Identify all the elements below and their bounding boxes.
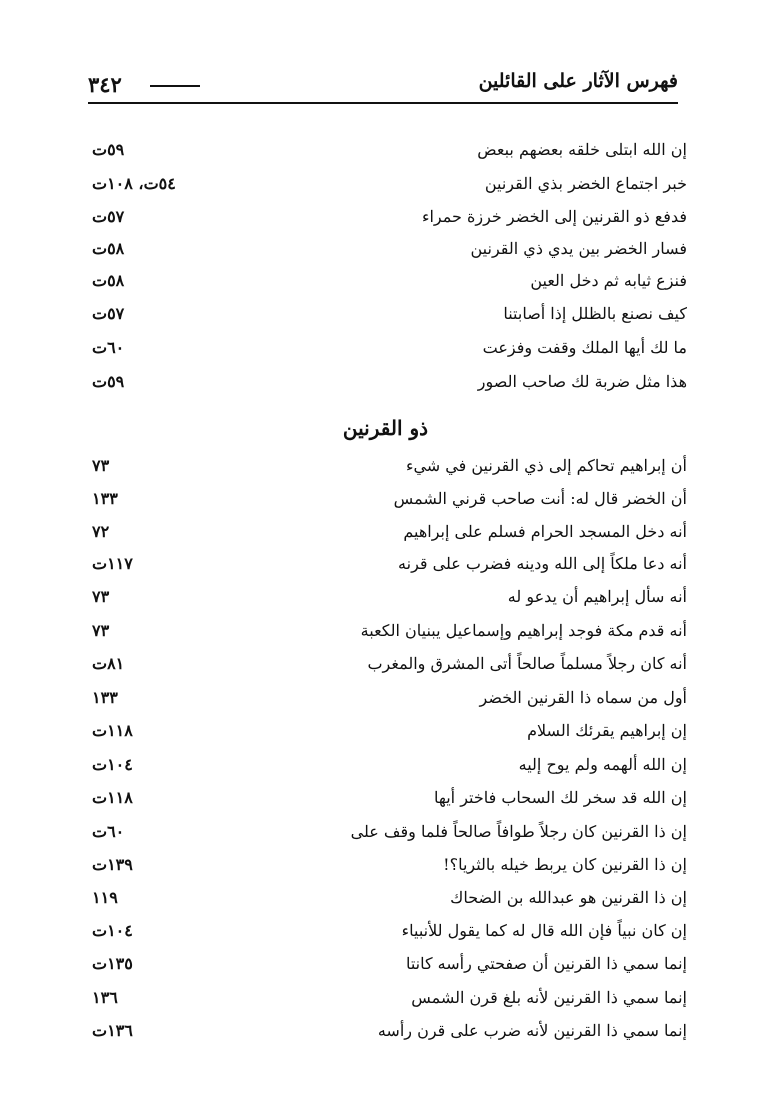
page-header [88,68,678,104]
entry-page-ref: ١١٨ت [92,721,133,740]
index-entry [92,984,687,1014]
entry-page-ref: ٥٤ت، ١٠٨ت [92,174,176,193]
index-entry [92,518,687,548]
entry-text: إن كان نبياً فإن الله قال له كما يقول للأنبياء [401,921,687,940]
index-entry [92,368,687,398]
entry-text: خبر اجتماع الخضر بذي القرنين [484,174,687,193]
index-entry [92,717,687,747]
entry-page-ref: ١١٩ [92,888,118,907]
entry-text: فسار الخضر بين يدي ذي القرنين [470,239,687,258]
entry-page-ref: ٥٧ت [92,207,125,226]
index-entry [92,851,687,881]
entry-page-ref: ٦٠ت [92,338,125,357]
entry-page-ref: ١٠٤ت [92,755,133,774]
entry-text: إن الله قد سخر لك السحاب فاختر أيها [433,788,687,807]
running-title: فهرس الآثار على القائلين [478,70,678,92]
index-entry [92,784,687,814]
index-entry [92,617,687,647]
index-entry [92,583,687,613]
index-entry [92,300,687,330]
entry-page-ref: ٧٣ [92,456,110,475]
entry-page-ref: ١٣٩ت [92,855,133,874]
entry-text: أن إبراهيم تحاكم إلى ذي القرنين في شيء [405,456,687,475]
entry-text: أن الخضر قال له: أنت صاحب قرني الشمس [393,489,687,508]
index-entry [92,650,687,680]
entry-page-ref: ٥٨ت [92,271,125,290]
entry-page-ref: ١٣٣ [92,489,118,508]
entry-text: أنه دعا ملكاً إلى الله ودينه فضرب على قرنه [398,554,687,573]
entry-text: إنما سمي ذا القرنين لأنه بلغ قرن الشمس [411,988,687,1007]
index-entry [92,684,687,714]
entry-page-ref: ١٠٤ت [92,921,133,940]
index-entry [92,267,687,297]
index-entry [92,452,687,482]
entry-page-ref: ١٣٥ت [92,954,133,973]
index-entry [92,1017,687,1047]
entry-page-ref: ٨١ت [92,654,125,673]
entry-text: إن ذا القرنين كان رجلاً طوافاً صالحاً فلما وقف على [350,822,687,841]
header-dash [150,85,200,87]
entry-text: إنما سمي ذا القرنين أن صفحتي رأسه كانتا [405,954,687,973]
entry-text: فنزع ثيابه ثم دخل العين [530,271,687,290]
entry-page-ref: ٥٩ت [92,372,125,391]
entry-text: ما لك أيها الملك وقفت وفزعت [482,338,687,357]
entry-page-ref: ٥٩ت [92,140,125,159]
entry-text: هذا مثل ضربة لك صاحب الصور [477,372,687,391]
index-entry [92,136,687,166]
index-entry [92,203,687,233]
entry-page-ref: ٧٢ [92,522,110,541]
entry-text: فدفع ذو القرنين إلى الخضر خرزة حمراء [421,207,687,226]
entry-text: أول من سماه ذا القرنين الخضر [479,688,687,707]
entry-text: أنه دخل المسجد الحرام فسلم على إبراهيم [403,522,687,541]
entry-page-ref: ٧٣ [92,587,110,606]
entry-page-ref: ١١٧ت [92,554,133,573]
entry-text: أنه سأل إبراهيم أن يدعو له [507,587,687,606]
entry-text: إن الله ألهمه ولم يوح إليه [518,755,687,774]
entry-page-ref: ١٣٦ت [92,1021,133,1040]
index-entry [92,818,687,848]
entry-text: إن إبراهيم يقرئك السلام [527,721,687,740]
entry-text: أنه كان رجلاً مسلماً صالحاً أتى المشرق والمغرب [367,654,687,673]
entry-page-ref: ٦٠ت [92,822,125,841]
entry-text: إنما سمي ذا القرنين لأنه ضرب على قرن رأسه [377,1021,687,1040]
entry-page-ref: ١١٨ت [92,788,133,807]
index-entry [92,917,687,947]
entry-text: إن ذا القرنين هو عبدالله بن الضحاك [450,888,687,907]
entry-text: أنه قدم مكة فوجد إبراهيم وإسماعيل يبنيان الكعبة [360,621,687,640]
index-entry [92,235,687,265]
index-entry [92,751,687,781]
section-heading: ذو القرنين [342,416,429,440]
entry-text: كيف نصنع بالظلل إذا أصابتنا [503,304,687,323]
index-entry [92,550,687,580]
header-rule [88,102,678,104]
entry-text: إن الله ابتلى خلقه بعضهم ببعض [477,140,687,159]
index-entry [92,485,687,515]
entry-page-ref: ١٣٦ [92,988,118,1007]
entry-page-ref: ٥٨ت [92,239,125,258]
entry-page-ref: ٥٧ت [92,304,125,323]
index-entry [92,170,687,200]
index-entry [92,334,687,364]
entry-page-ref: ١٣٣ [92,688,118,707]
index-entry [92,884,687,914]
index-entry [92,950,687,980]
entry-text: إن ذا القرنين كان يربط خيله بالثريا؟! [443,855,687,874]
page-number: ٣٤٢ [88,72,122,97]
entry-page-ref: ٧٣ [92,621,110,640]
